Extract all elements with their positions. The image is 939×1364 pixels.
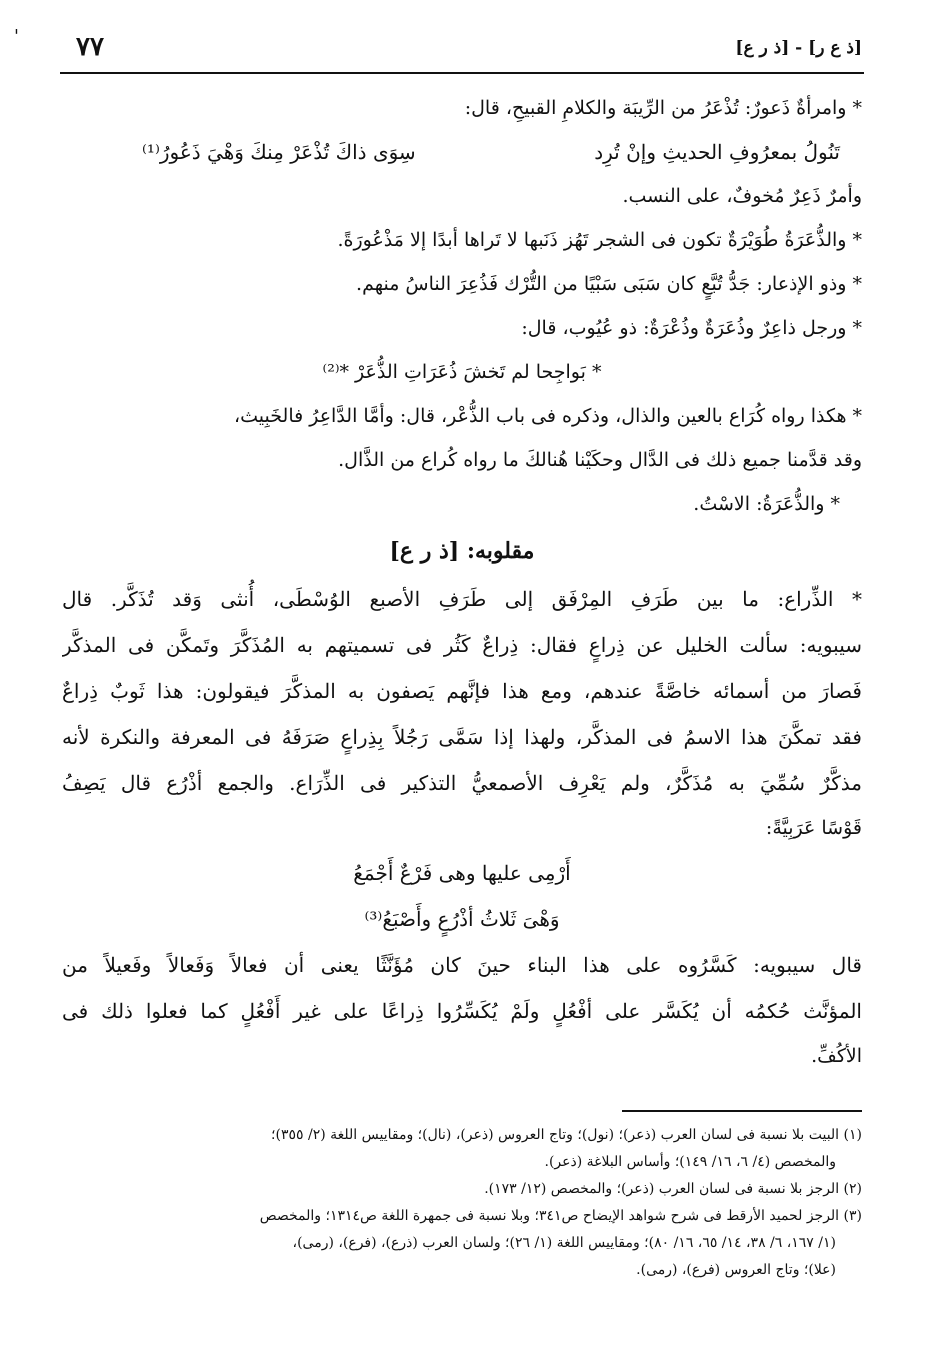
paragraph-line: مذكَّرٌ سُمِّيَ به مُذَكَّرٌ، ولم يَعْرِف الأصمعيُّ التذكير فى الذِّرَاع. والجمع أذْرُع قال يَصِفُ: [62, 771, 862, 795]
verse-1: [62, 130, 862, 174]
paragraph-line: قال سيبويه: كَسَّرُوه على هذا البناء حينَ كان مُؤَنَّثًا يعنى أن فعالاً وَفَعالاً وفَعيلاً من: [62, 953, 862, 977]
footnote-line: (١/ ١٦٧، ٦/ ٣٨، ١٤/ ٦٥، ١٦/ ٨٠)؛ ومقاييس اللغة (١/ ٢٦)؛ ولسان العرب (ذرع)، (فرع)، (رمى)،: [292, 1235, 836, 1251]
verse-hemistich: تَنُولُ بمعرُوفِ الحديثِ وإنْ تُرِد: [594, 140, 840, 164]
footnote-line: (١) البيت بلا نسبة فى لسان العرب (ذعر)؛ (نول)؛ وتاج العروس (ذعر)، (نال)؛ ومقاييس اللغة (٢/ ٣٥٥)؛: [271, 1127, 862, 1143]
paragraph-line: قَوْسًا عَرَبِيَّةً:: [765, 817, 862, 839]
corner-mark: ': [14, 26, 19, 47]
footnote-line: والمخصص (٤/ ٦، ١٦/ ١٤٩)؛ وأساس البلاغة (ذعر).: [544, 1154, 836, 1170]
entry-line: وأمرٌ ذَعِرٌ مُخوفٌ، على النسب.: [622, 185, 862, 207]
entry-line: وقد قدَّمنا جميع ذلك فى الدَّال وحكَيْنا هُنالكَ ما رواه كُراع من الذَّال.: [338, 449, 862, 471]
page-header: [14, 26, 862, 66]
entry-line: * والذُّعَرَةُ طُوَيْرَةٌ تكون فى الشجر تَهُز ذَنَبها لا تَراها أبدًا إلا مَذْعُورَةً.: [337, 229, 862, 251]
entry-line: * وذو الإذعار: جَدُّ تُبَّعٍ كان سَبَى سَبْيًا من التُّرْك فَذُعِرَ الناسُ منهم.: [356, 273, 862, 295]
paragraph-line: الأكُفِّ.: [811, 1045, 862, 1067]
poem-line: أَرْمِى عليها وهى فَرْعٌ أَجْمَعُ: [353, 861, 571, 885]
footnote-line: (٣) الرجز لحميد الأرقط فى شرح شواهد الإيضاح ص٣٤١؛ وبلا نسبة فى جمهرة اللغة ص١٣١٤؛ والمخصص: [259, 1208, 862, 1224]
header-rule: [60, 72, 864, 74]
paragraph-line: فقد تمكَّنَ هذا الاسمُ فى المذكَّر، ولهذا إذا سَمَّى رَجُلاً بِذِراعٍ صَرَفَهُ فى المعرفة والنكرة لأنه: [62, 725, 862, 749]
paragraph-line: سيبويه: سألت الخليل عن ذِراعٍ فقال: ذِراعٌ كَثُر فى تسميتهم به المُذَكَّرَ وتَمكَّن فى المذكَّر: [62, 633, 862, 657]
entry-line: * والذُّعَرَةُ: الاسْتُ.: [693, 493, 840, 515]
entry-line: * وامرأةٌ ذَعورٌ: تُذْعَرُ من الرِّيبَة والكلامِ القبيحِ، قال:: [464, 97, 862, 119]
verse-2: * بَواجِحا لم تَخشَ ذُعَرَاتِ الذُّعَرْ *⁽²⁾: [322, 361, 602, 383]
footnote-line: (علا)؛ وتاج العروس (فرع)، (رمى).: [636, 1262, 836, 1278]
paragraph-line: المؤنَّث حُكمُه أن يُكَسَّر على أفْعُلٍ ولَمْ يُكَسِّرُوا ذِراعًا على غير أَفْعُلٍ كما فعلوا ذلك فى: [62, 999, 862, 1023]
footnote-rule: [622, 1110, 862, 1112]
footnotes: [62, 1122, 862, 1284]
paragraph-line: فَصارَ من أسمائه خاصَّةً عندهم، ومع هذا فإنَّهم يَصفون به المذكَّرَ فيقولون: هذا ثَوبٌ ذِراعٌ: [62, 679, 862, 703]
running-title: [ذ ع ر] - [ذ ر ع]: [735, 38, 862, 58]
page-number: ٧٧: [76, 32, 104, 62]
entry-line: * هكذا رواه كُرَاع بالعين والذال، وذكره فى باب الذُّعْر، قال: وأمَّا الدَّاعِرُ فالخَبِيث،: [234, 405, 862, 427]
section-heading: مقلوبه: [ذ ر ع]: [389, 538, 535, 564]
entry-line: * ورجل ذاعِرٌ وذُعَرَةٌ وذُعْرَةٌ: ذو عُيُوب، قال:: [521, 317, 862, 339]
poem-line: وَهْىَ ثَلاثُ أذْرُعٍ وأَصْبَعُ⁽³⁾: [364, 907, 560, 931]
verse-hemistich: سِوَى ذاكَ تُذْعَرْ مِنكَ وَهْيَ ذَعُورُ⁽¹⁾: [142, 140, 416, 164]
paragraph-line: * الذِّراع: ما بين طَرَفِ المِرْفَق إلى طَرَفِ الأصبع الوُسْطَى، أُنثى وَقد تُذَكَّر. قال: [62, 587, 862, 611]
footnote-line: (٢) الرجز بلا نسبة فى لسان العرب (ذعر)؛ والمخصص (١٢/ ١٧٣).: [484, 1181, 862, 1197]
document-page: [14, 22, 862, 1342]
main-text: [62, 86, 862, 1078]
